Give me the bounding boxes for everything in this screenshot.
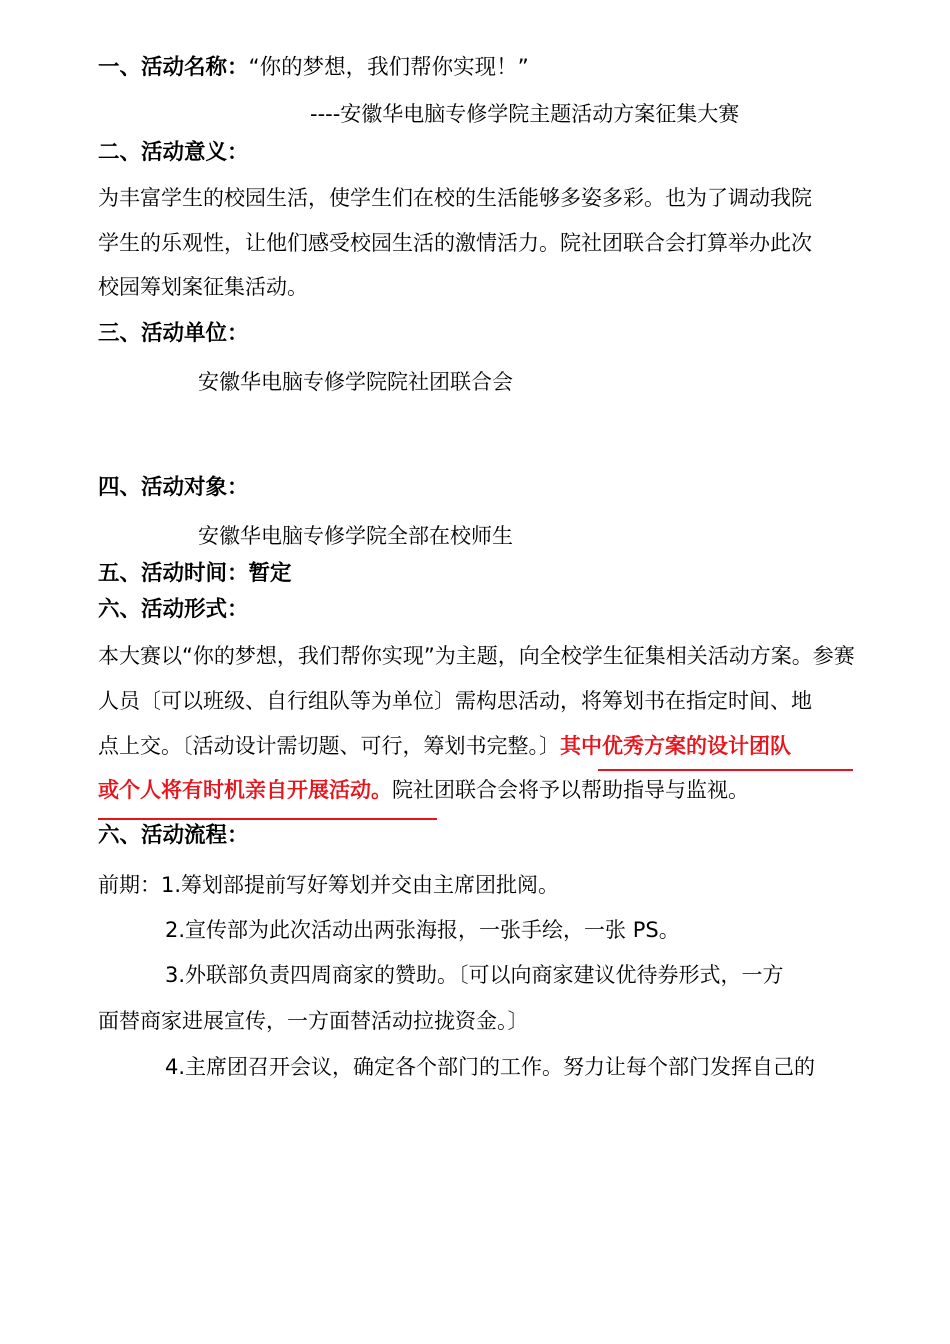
flow-step-1: 前期：1.筹划部提前写好筹划并交由主席团批阅。 [98,873,560,897]
section-4-body: 安徽华电脑专修学院全部在校师生 [198,524,513,548]
section-6-line-1: 本大赛以“你的梦想，我们帮你实现”为主题，向全校学生征集相关活动方案。参赛 [98,644,855,668]
section-6-line-4-plain: 院社团联合会将予以帮助指导与监视。 [392,778,749,802]
section-2-line-2: 学生的乐观性，让他们感受校园生活的激情活力。院社团联合会打算举办此次 [98,231,812,255]
section-2-line-1: 为丰富学生的校园生活，使学生们在校的生活能够多姿多彩。也为了调动我院 [98,186,812,210]
section-2-line-3: 校园筹划案征集活动。 [98,275,308,299]
highlight-underline-2 [98,818,437,820]
highlight-text-1: 其中优秀方案的设计团队 [560,734,791,758]
section-4-heading: 四、活动对象： [98,475,249,500]
section-1-heading-label: 一、活动名称： [98,55,249,80]
flow-step-2: 2.宣传部为此次活动出两张海报，一张手绘，一张 PS。 [165,918,680,942]
section-7-heading: 六、活动流程： [98,823,249,848]
section-6-heading: 六、活动形式： [98,597,249,622]
section-3-body: 安徽华电脑专修学院院社团联合会 [198,370,513,394]
section-6-line-3-plain: 点上交。〔活动设计需切题、可行，筹划书完整。〕 [98,734,560,758]
section-6-line-4 [98,775,749,805]
highlight-text-2: 或个人将有时机亲自开展活动。 [98,778,392,802]
activity-title: “你的梦想，我们帮你实现！” [248,55,529,80]
flow-step-3: 3.外联部负责四周商家的赞助。〔可以向商家建议优待券形式，一方 [165,963,784,987]
section-6-line-3 [98,731,791,761]
flow-step-4: 4.主席团召开会议，确定各个部门的工作。努力让每个部门发挥自己的 [165,1055,816,1079]
flow-step-3-continued: 面替商家进展宣传，一方面替活动拉拢资金。〕 [98,1009,529,1033]
highlight-underline-1 [598,769,853,771]
section-2-heading: 二、活动意义： [98,140,249,165]
activity-subtitle: ----安徽华电脑专修学院主题活动方案征集大赛 [310,102,740,126]
section-5-heading: 五、活动时间：暂定 [98,561,292,586]
section-1-heading [98,53,529,83]
section-6-line-2: 人员〔可以班级、自行组队等为单位〕需构思活动，将筹划书在指定时间、地 [98,689,812,713]
section-3-heading: 三、活动单位： [98,321,249,346]
